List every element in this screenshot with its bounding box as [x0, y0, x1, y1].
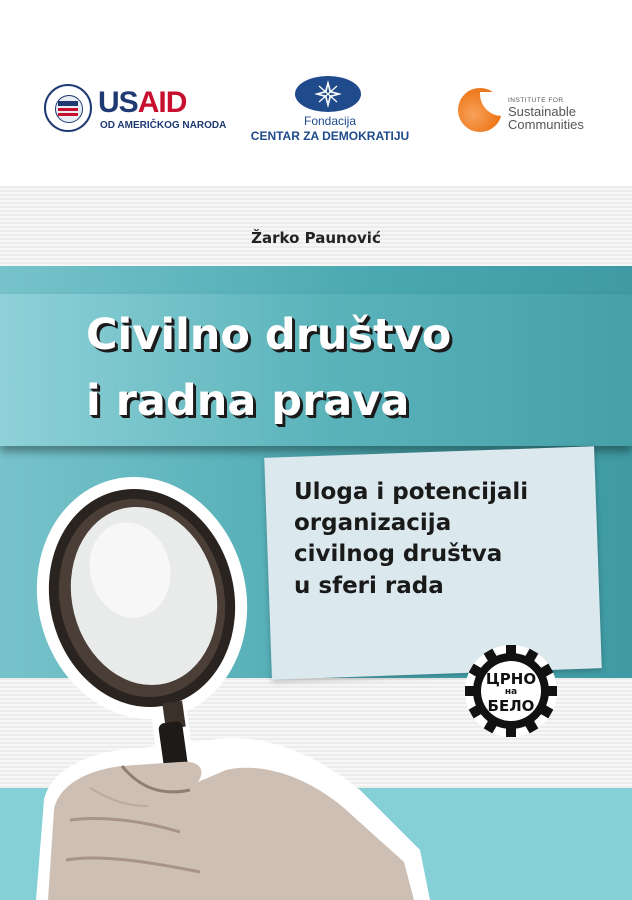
title-line-1: Civilno društvo — [86, 310, 452, 360]
isc-line2: Communities — [508, 117, 584, 132]
title-line-2: i radna prava — [86, 376, 410, 426]
usaid-word-aid: AID — [137, 86, 187, 119]
isc-line1: Sustainable — [508, 104, 576, 119]
isc-logo — [458, 88, 608, 134]
fcd-name-line1: Fondacija — [303, 114, 357, 128]
author-band — [0, 186, 632, 266]
badge-text-line1: ЦРНО — [485, 670, 537, 688]
badge-text-line2: на — [504, 687, 518, 697]
fcd-logo — [250, 76, 410, 148]
fcd-star-icon — [295, 76, 361, 112]
crno-na-belo-badge — [462, 642, 560, 740]
author-name: Žarko Paunović — [251, 229, 381, 247]
usaid-subtitle: OD AMERIČKOG NARODA — [100, 120, 227, 131]
usaid-wordmark — [98, 88, 186, 118]
fcd-name-line2: CENTAR ZA DEMOKRATIJU — [250, 129, 410, 143]
usaid-logo — [44, 84, 227, 136]
subtitle-line-3: civilnog društva — [294, 541, 503, 567]
usaid-word-us: US — [98, 86, 138, 119]
isc-top-text: INSTITUTE FOR — [508, 97, 564, 104]
magnifying-glass-icon — [30, 470, 430, 900]
subtitle-line-2: organizacija — [294, 510, 452, 536]
badge-text-line3: БЕЛО — [487, 697, 535, 715]
isc-flame-icon — [458, 88, 502, 132]
subtitle-line-4: u sferi rada — [294, 573, 444, 599]
subtitle-line-1: Uloga i potencijali — [294, 479, 529, 505]
usaid-seal-icon — [44, 84, 92, 132]
